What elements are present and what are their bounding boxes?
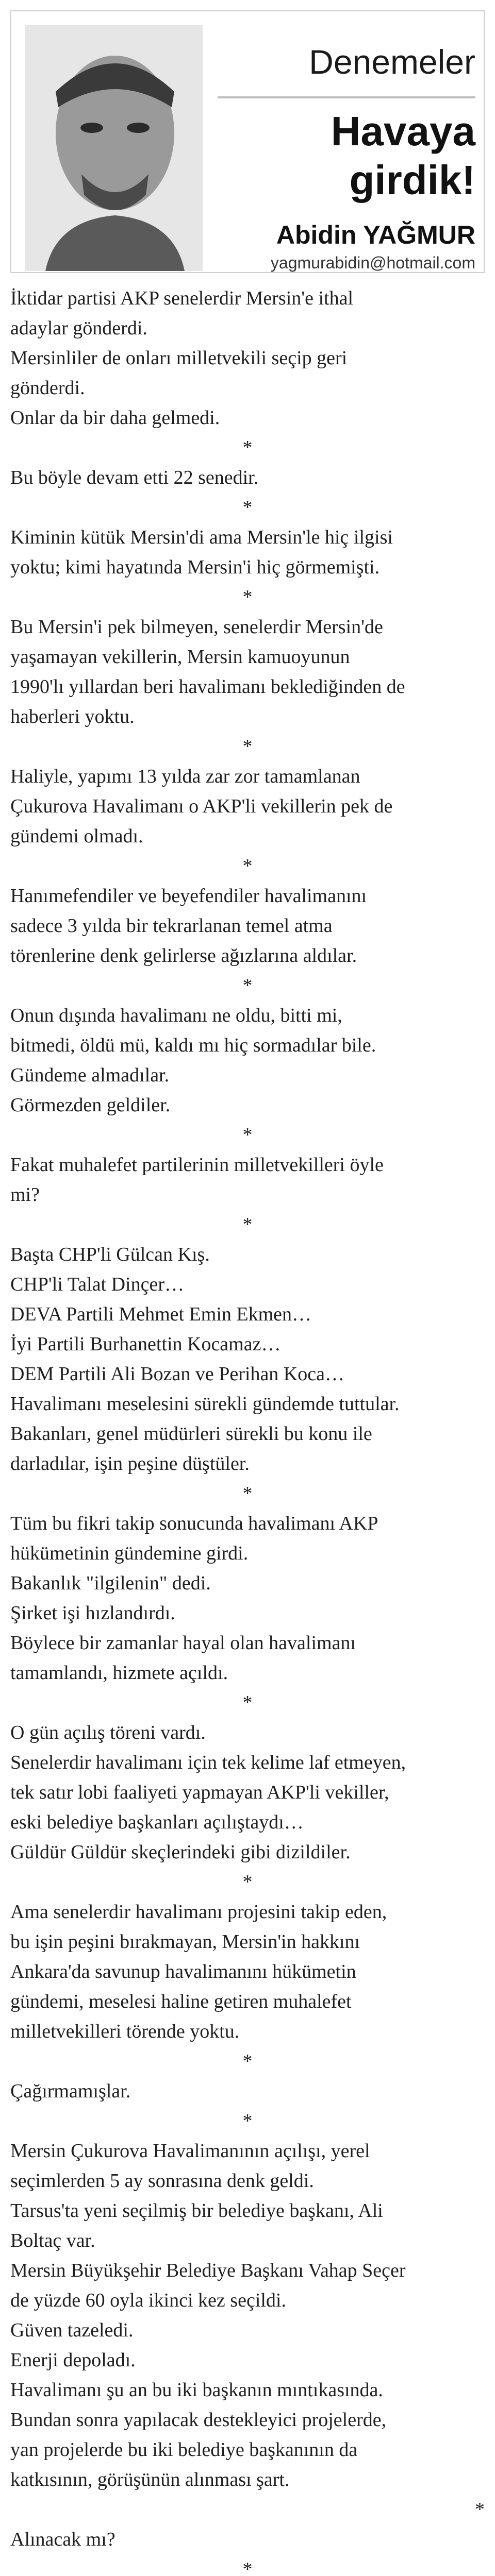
section-separator-star: * — [242, 2110, 253, 2132]
section-label: Denemeler — [309, 43, 475, 81]
paragraph — [10, 761, 485, 851]
text-line: gündemi, meselesi haline getiren muhalefet — [10, 1991, 352, 2012]
text-line: yaşamayan vekillerin, Mersin kamuoyunun — [10, 646, 350, 668]
text-line: Havalimanı şu an bu iki başkanın mıntıkasında. — [10, 2379, 383, 2401]
paragraph — [10, 2524, 485, 2554]
text-line: Mersin Çukurova Havalimanının açılışı, yerel — [10, 2140, 370, 2162]
text-line: Enerji depoladı. — [10, 2349, 136, 2371]
section-separator-star: * — [242, 586, 253, 608]
text-line: Böylece bir zamanlar hayal olan havalimanı — [10, 1632, 356, 1654]
paragraph — [10, 2076, 485, 2106]
text-line: katkısının, görüşünün alınması şart. — [10, 2469, 290, 2490]
text-line: Kiminin kütük Mersin'di ama Mersin'le hiç ilgisi — [10, 527, 393, 548]
author-name: Abidin YAĞMUR — [276, 221, 475, 249]
text-line: haberleri yoktu. — [10, 706, 135, 727]
text-line: CHP'li Talat Dinçer… — [10, 1274, 184, 1295]
text-line: mi? — [10, 1184, 40, 1206]
paragraph — [10, 612, 485, 732]
text-line: Onun dışında havalimanı ne oldu, bitti mi, — [10, 1005, 342, 1026]
text-line: Görmezden geldiler. — [10, 1094, 171, 1116]
text-line: Mersinliler de onları milletvekili seçip geri — [10, 347, 348, 369]
text-line: Senelerdir havalimanı için tek kelime laf etmeyen, — [10, 1752, 406, 1773]
text-line: gündemi olmadı. — [10, 825, 143, 847]
section-separator-star: * — [242, 1124, 253, 1146]
section-separator-star: * — [242, 1871, 253, 1893]
text-line: Bu Mersin'i pek bilmeyen, senelerdir Mersin'de — [10, 616, 383, 638]
text-line: Başta CHP'li Gülcan Kış. — [10, 1244, 210, 1265]
text-line: İyi Partili Burhanettin Kocamaz… — [10, 1333, 281, 1355]
text-line: adaylar gönderdi. — [10, 317, 147, 339]
paragraph — [10, 881, 485, 971]
text-line: İktidar partisi AKP senelerdir Mersin'e ithal — [10, 287, 353, 309]
section-separator-star: * — [242, 1483, 253, 1504]
paragraph — [10, 1718, 485, 1867]
text-line: Boltaç var. — [10, 2230, 95, 2251]
header-divider — [218, 96, 475, 98]
author-portrait-image — [25, 25, 203, 271]
article-title — [218, 107, 475, 205]
section-separator-star: * — [242, 975, 253, 996]
text-line: Ama senelerdir havalimanı projesini takip eden, — [10, 1901, 387, 1923]
text-line: Tarsus'ta yeni seçilmiş bir belediye başkanı, Ali — [10, 2200, 383, 2222]
paragraph — [10, 463, 485, 493]
text-line: seçimlerden 5 ay sonrasına denk geldi. — [10, 2170, 314, 2192]
text-line: gönderdi. — [10, 377, 85, 399]
title-line: Havaya — [331, 108, 475, 154]
column-header — [10, 10, 485, 273]
text-line: DEM Partili Ali Bozan ve Perihan Koca… — [10, 1363, 344, 1385]
text-line: Tüm bu fikri takip sonucunda havalimanı AKP — [10, 1513, 378, 1534]
text-line: milletvekilleri törende yoktu. — [10, 2021, 240, 2042]
text-line: Çukurova Havalimanı o AKP'li vekillerin pek de — [10, 795, 393, 817]
text-line: hükümetinin gündemine girdi. — [10, 1543, 249, 1564]
text-line: bitmedi, öldü mü, kaldı mı hiç sormadılar bile. — [10, 1035, 376, 1056]
section-separator-star: * — [242, 2558, 253, 2576]
paragraph — [10, 1897, 485, 2046]
title-line: girdik! — [349, 157, 475, 203]
text-line: yoktu; kimi hayatında Mersin'i hiç görmemişti. — [10, 556, 380, 578]
text-line: Onlar da bir daha gelmedi. — [10, 407, 220, 429]
text-line: darladılar, işin peşine düştüler. — [10, 1453, 250, 1475]
text-line: Hanımefendiler ve beyefendiler havalimanını — [10, 885, 367, 907]
text-line: törenlerine denk gelirlerse ağızlarına aldılar. — [10, 945, 357, 967]
text-line: Gündeme almadılar. — [10, 1064, 170, 1086]
text-line: 1990'lı yıllardan beri havalimanı beklediğinden de — [10, 676, 405, 698]
text-line: Fakat muhalefet partilerinin milletvekilleri öyle — [10, 1154, 384, 1176]
text-line: Bakanları, genel müdürleri sürekli bu konu ile — [10, 1423, 372, 1445]
article-body — [10, 283, 485, 2576]
paragraph — [10, 1150, 485, 1210]
text-line: sadece 3 yılda bir tekrarlanan temel atma — [10, 915, 333, 937]
text-line: tamamlandı, hizmete açıldı. — [10, 1662, 228, 1684]
text-line: Ankara'da savunup havalimanını hükümetin — [10, 1961, 356, 1982]
section-separator-star: * — [242, 855, 253, 877]
text-line: Bundan sonra yapılacak destekleyici projelerde, — [10, 2409, 387, 2431]
text-line: de yüzde 60 oyla ikinci kez seçildi. — [10, 2290, 286, 2311]
text-line: Bakanlık "ilgilenin" dedi. — [10, 1572, 211, 1594]
paragraph — [10, 283, 485, 433]
text-line: Haliyle, yapımı 13 yılda zar zor tamamlanan — [10, 766, 360, 787]
section-separator-star: * — [242, 1214, 253, 1235]
section-separator-star: * — [242, 437, 253, 459]
text-line: Çağırmamışlar. — [10, 2080, 131, 2102]
paragraph — [10, 1001, 485, 1120]
section-separator-star: * — [242, 1692, 253, 1714]
text-line: Mersin Büyükşehir Belediye Başkanı Vahap Seçer — [10, 2260, 406, 2281]
author-photo — [25, 25, 203, 271]
text-line: Bu böyle devam etti 22 senedir. — [10, 467, 259, 488]
section-separator-star: * — [475, 2499, 485, 2520]
section-separator-star: * — [242, 2050, 253, 2072]
text-line: eski belediye başkanları açılıştaydı… — [10, 1811, 304, 1833]
author-email: yagmurabidin@hotmail.com — [270, 253, 475, 272]
text-line: tek satır lobi faaliyeti yapmayan AKP'li vekiller, — [10, 1782, 389, 1803]
section-separator-star: * — [242, 736, 253, 757]
text-line: Güven tazeledi. — [10, 2319, 134, 2341]
paragraph — [10, 2136, 485, 2495]
paragraph — [10, 1509, 485, 1688]
text-line: bu işin peşini bırakmayan, Mersin'in hakkını — [10, 1931, 360, 1953]
text-line: Havalimanı meselesini sürekli gündemde tuttular. — [10, 1393, 400, 1415]
text-line: Şirket işi hızlandırdı. — [10, 1602, 175, 1624]
section-separator-star: * — [242, 497, 253, 518]
paragraph — [10, 522, 485, 582]
text-line: Güldür Güldür skeçlerindeki gibi dizildiler. — [10, 1841, 351, 1863]
text-line: yan projelerde bu iki belediye başkanının da — [10, 2439, 358, 2461]
text-line: Alınacak mı? — [10, 2529, 116, 2550]
paragraph — [10, 1240, 485, 1479]
text-line: O gün açılış töreni vardı. — [10, 1722, 206, 1743]
text-line: DEVA Partili Mehmet Emin Ekmen… — [10, 1303, 312, 1325]
